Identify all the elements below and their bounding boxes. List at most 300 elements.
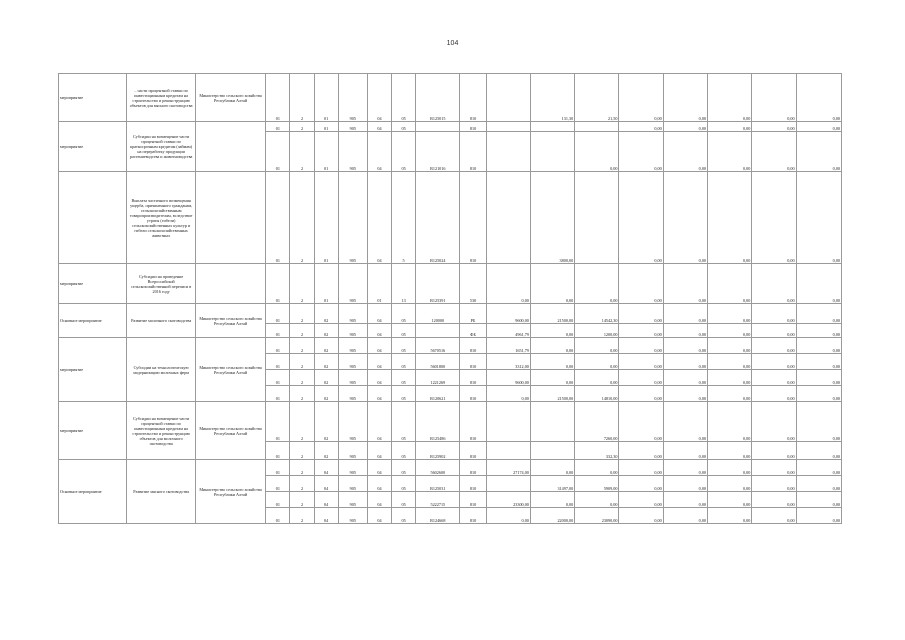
code-cell: 04 bbox=[367, 476, 391, 492]
value-cell bbox=[575, 122, 619, 132]
value-cell: 0,00 bbox=[530, 264, 574, 304]
value-cell bbox=[575, 172, 619, 264]
value-cell: 31497,00 bbox=[530, 476, 574, 492]
value-cell bbox=[486, 402, 530, 442]
code-cell: R125015 bbox=[416, 74, 460, 122]
code-cell: 02 bbox=[314, 324, 338, 338]
value-cell: 0,00 bbox=[575, 264, 619, 304]
row-type bbox=[59, 172, 127, 264]
value-cell: 0,00 bbox=[796, 460, 841, 476]
row-type: мероприятие bbox=[59, 122, 127, 172]
value-cell bbox=[530, 132, 574, 172]
value-cell: 0,00 bbox=[796, 74, 841, 122]
code-cell: 04 bbox=[367, 386, 391, 402]
value-cell: 0,00 bbox=[796, 476, 841, 492]
row-description: Субсидии на технологическую модернизацию молочных ферм bbox=[127, 338, 195, 402]
code-cell: 5670516 bbox=[416, 338, 460, 354]
value-cell bbox=[486, 442, 530, 460]
value-cell: 0,00 bbox=[752, 492, 796, 508]
code-cell: 905 bbox=[338, 338, 367, 354]
code-cell: 905 bbox=[338, 370, 367, 386]
code-cell: 05 bbox=[392, 304, 416, 324]
value-cell bbox=[486, 476, 530, 492]
value-cell: 0,00 bbox=[663, 122, 707, 132]
value-cell: 0,00 bbox=[663, 338, 707, 354]
code-cell: 905 bbox=[338, 304, 367, 324]
value-cell: 0,00 bbox=[708, 338, 752, 354]
row-description: Субсидии на возмещение части процентной ставки по краткосрочным кредитам (займам) на переработку продукции растениеводства и животноводства bbox=[127, 122, 195, 172]
code-cell: 810 bbox=[460, 354, 486, 370]
value-cell: 0,00 bbox=[663, 132, 707, 172]
value-cell: 0,00 bbox=[530, 492, 574, 508]
row-description: Субсидии на проведение Всероссийской сельскохозяйственной переписи в 2016 году bbox=[127, 264, 195, 304]
code-cell: 04 bbox=[367, 172, 391, 264]
row-type: Основное мероприятие bbox=[59, 304, 127, 338]
code-cell: 01 bbox=[266, 476, 290, 492]
value-cell: 0,00 bbox=[575, 460, 619, 476]
value-cell: 0,00 bbox=[708, 132, 752, 172]
row-description: Выплата частичного возмещения ущерба, причиненного гражданам, сельскохозяйственным товаропроизводителям, вследствие утраты (гибели) сельскохозяйственных культур и гибели сельскохозяйственных животных bbox=[127, 172, 195, 264]
value-cell: 0,00 bbox=[708, 74, 752, 122]
code-cell: 01 bbox=[266, 132, 290, 172]
row-description: Субсидии на возмещение части процентной ставки по инвестиционным кредитам на строительство и реконструкцию объектов для молочного скотоводства bbox=[127, 402, 195, 460]
table-row bbox=[59, 304, 842, 324]
code-cell: 5222715 bbox=[416, 492, 460, 508]
code-cell: 810 bbox=[460, 402, 486, 442]
value-cell: 0,00 bbox=[486, 264, 530, 304]
code-cell: R120621 bbox=[416, 386, 460, 402]
value-cell: 0,00 bbox=[619, 442, 663, 460]
table-row bbox=[59, 460, 842, 476]
value-cell: 0,00 bbox=[708, 402, 752, 442]
row-type: Основное мероприятие bbox=[59, 460, 127, 524]
value-cell: 0,00 bbox=[752, 460, 796, 476]
code-cell: 05 bbox=[392, 122, 416, 132]
value-cell: 0,00 bbox=[752, 74, 796, 122]
code-cell: 2 bbox=[290, 74, 314, 122]
code-cell: 2 bbox=[290, 386, 314, 402]
code-cell: 01 bbox=[266, 460, 290, 476]
value-cell: 0,00 bbox=[752, 172, 796, 264]
code-cell: 04 bbox=[367, 402, 391, 442]
value-cell: 0,00 bbox=[796, 304, 841, 324]
code-cell: 02 bbox=[314, 386, 338, 402]
code-cell: 01 bbox=[367, 264, 391, 304]
code-cell: 05 bbox=[392, 508, 416, 524]
row-executor: Министерство сельского хозяйства Республики Алтай bbox=[195, 338, 265, 402]
value-cell: 0,00 bbox=[486, 508, 530, 524]
value-cell: 21500,00 bbox=[530, 304, 574, 324]
row-executor: Министерство сельского хозяйства Республики Алтай bbox=[195, 402, 265, 460]
code-cell: R121016 bbox=[416, 132, 460, 172]
code-cell: R125031 bbox=[416, 476, 460, 492]
row-description: Развитие молочного скотоводства bbox=[127, 304, 195, 338]
value-cell: 14542,30 bbox=[575, 304, 619, 324]
value-cell: 1200,00 bbox=[575, 324, 619, 338]
code-cell: 01 bbox=[266, 122, 290, 132]
row-description: Развитие мясного скотоводства bbox=[127, 460, 195, 524]
row-executor: Министерство сельского хозяйства Республики Алтай bbox=[195, 304, 265, 338]
value-cell: 0,00 bbox=[663, 354, 707, 370]
value-cell: 22000,00 bbox=[530, 508, 574, 524]
value-cell bbox=[486, 172, 530, 264]
page-number: 104 bbox=[446, 40, 459, 47]
code-cell: 05 bbox=[392, 492, 416, 508]
value-cell: 0,00 bbox=[663, 324, 707, 338]
row-executor bbox=[195, 172, 265, 264]
value-cell: 0,00 bbox=[796, 122, 841, 132]
table-row bbox=[59, 264, 842, 304]
code-cell: 01 bbox=[314, 74, 338, 122]
value-cell: 0,00 bbox=[796, 442, 841, 460]
value-cell: 0,00 bbox=[708, 476, 752, 492]
code-cell: 01 bbox=[266, 354, 290, 370]
value-cell: 0,00 bbox=[486, 386, 530, 402]
code-cell: 905 bbox=[338, 264, 367, 304]
code-cell: 02 bbox=[314, 402, 338, 442]
value-cell: 0,00 bbox=[796, 402, 841, 442]
code-cell: 05 bbox=[392, 132, 416, 172]
value-cell: 0,00 bbox=[530, 324, 574, 338]
code-cell: 2 bbox=[290, 354, 314, 370]
value-cell: 0,00 bbox=[752, 476, 796, 492]
code-cell: R125391 bbox=[416, 264, 460, 304]
code-cell: 01 bbox=[266, 492, 290, 508]
value-cell: 0,00 bbox=[708, 370, 752, 386]
value-cell: 0,00 bbox=[708, 460, 752, 476]
code-cell: 01 bbox=[266, 172, 290, 264]
value-cell: 0,00 bbox=[619, 172, 663, 264]
code-cell: 01 bbox=[266, 402, 290, 442]
value-cell: 0,00 bbox=[530, 354, 574, 370]
code-cell: 05 bbox=[392, 476, 416, 492]
value-cell: 0,00 bbox=[619, 492, 663, 508]
value-cell: 0,00 bbox=[663, 476, 707, 492]
row-executor bbox=[195, 264, 265, 304]
code-cell: 905 bbox=[338, 386, 367, 402]
code-cell: 01 bbox=[266, 264, 290, 304]
value-cell: 4961,79 bbox=[486, 324, 530, 338]
value-cell: 0,00 bbox=[663, 304, 707, 324]
value-cell: 0,00 bbox=[708, 324, 752, 338]
code-cell: R124668 bbox=[416, 508, 460, 524]
code-cell: 810 bbox=[460, 172, 486, 264]
code-cell: 02 bbox=[314, 442, 338, 460]
code-cell: 04 bbox=[314, 508, 338, 524]
code-cell: 01 bbox=[314, 132, 338, 172]
code-cell: 01 bbox=[266, 508, 290, 524]
value-cell: 9600,00 bbox=[486, 304, 530, 324]
value-cell: 0,00 bbox=[575, 132, 619, 172]
code-cell: 01 bbox=[266, 386, 290, 402]
code-cell: 04 bbox=[314, 460, 338, 476]
code-cell: 01 bbox=[266, 74, 290, 122]
code-cell: 04 bbox=[367, 460, 391, 476]
value-cell: 0,00 bbox=[796, 338, 841, 354]
code-cell: 05 bbox=[392, 402, 416, 442]
value-cell: 27174,00 bbox=[486, 460, 530, 476]
code-cell: 905 bbox=[338, 460, 367, 476]
code-cell: 810 bbox=[460, 460, 486, 476]
code-cell: 04 bbox=[367, 354, 391, 370]
code-cell: 810 bbox=[460, 508, 486, 524]
code-cell: 810 bbox=[460, 442, 486, 460]
code-cell: 01 bbox=[314, 122, 338, 132]
code-cell: 5 bbox=[392, 172, 416, 264]
code-cell: 01 bbox=[314, 264, 338, 304]
value-cell: 0,00 bbox=[752, 338, 796, 354]
row-type: мероприятие bbox=[59, 338, 127, 402]
code-cell: 04 bbox=[367, 442, 391, 460]
value-cell: 0,00 bbox=[575, 492, 619, 508]
value-cell: 0,00 bbox=[752, 122, 796, 132]
code-cell: 905 bbox=[338, 122, 367, 132]
row-description: ...части процентной ставки по инвестиционным кредитам на строительство и реконструкцию объектов для мясного скотоводства bbox=[127, 74, 195, 122]
value-cell: 0,00 bbox=[752, 132, 796, 172]
code-cell: 2 bbox=[290, 442, 314, 460]
value-cell: 0,00 bbox=[752, 508, 796, 524]
value-cell: 0,00 bbox=[663, 460, 707, 476]
code-cell: 810 bbox=[460, 492, 486, 508]
code-cell: 04 bbox=[367, 74, 391, 122]
code-cell: 05 bbox=[392, 338, 416, 354]
value-cell: 9600,00 bbox=[486, 370, 530, 386]
value-cell bbox=[486, 122, 530, 132]
value-cell: 0,00 bbox=[619, 476, 663, 492]
value-cell: 0,00 bbox=[752, 354, 796, 370]
value-cell: 0,00 bbox=[708, 508, 752, 524]
value-cell: 0,00 bbox=[575, 338, 619, 354]
code-cell: 04 bbox=[314, 492, 338, 508]
code-cell: 2 bbox=[290, 338, 314, 354]
value-cell: 0,00 bbox=[708, 264, 752, 304]
code-cell: 2 bbox=[290, 264, 314, 304]
value-cell bbox=[486, 74, 530, 122]
value-cell: 0,00 bbox=[708, 354, 752, 370]
code-cell: 5601800 bbox=[416, 354, 460, 370]
code-cell bbox=[416, 324, 460, 338]
code-cell: 905 bbox=[338, 442, 367, 460]
value-cell: 0,00 bbox=[530, 338, 574, 354]
code-cell: 2 bbox=[290, 492, 314, 508]
table-row bbox=[59, 122, 842, 132]
value-cell: 0,00 bbox=[619, 508, 663, 524]
table-row bbox=[59, 402, 842, 442]
value-cell: 0,00 bbox=[752, 370, 796, 386]
value-cell: 0,00 bbox=[575, 370, 619, 386]
code-cell: 905 bbox=[338, 172, 367, 264]
code-cell: 810 bbox=[460, 370, 486, 386]
value-cell bbox=[530, 442, 574, 460]
code-cell bbox=[416, 122, 460, 132]
code-cell: 2 bbox=[290, 402, 314, 442]
value-cell: 23090,00 bbox=[575, 508, 619, 524]
code-cell: 04 bbox=[367, 508, 391, 524]
value-cell: 0,00 bbox=[796, 324, 841, 338]
row-executor: Министерство сельского хозяйства Республики Алтай bbox=[195, 74, 265, 122]
code-cell: 5602600 bbox=[416, 460, 460, 476]
budget-table bbox=[58, 73, 842, 524]
value-cell: 0,00 bbox=[796, 354, 841, 370]
code-cell: 04 bbox=[314, 476, 338, 492]
value-cell: 0,00 bbox=[796, 132, 841, 172]
value-cell: 0,00 bbox=[708, 304, 752, 324]
code-cell: 02 bbox=[314, 338, 338, 354]
value-cell: 131,30 bbox=[530, 74, 574, 122]
value-cell: 0,00 bbox=[663, 264, 707, 304]
value-cell: 0,00 bbox=[619, 122, 663, 132]
code-cell: 2 bbox=[290, 172, 314, 264]
code-cell: 04 bbox=[367, 122, 391, 132]
value-cell: 0,00 bbox=[708, 442, 752, 460]
code-cell: 05 bbox=[392, 354, 416, 370]
code-cell: R125024 bbox=[416, 172, 460, 264]
code-cell: 810 bbox=[460, 338, 486, 354]
row-executor: Министерство сельского хозяйства Республики Алтай bbox=[195, 460, 265, 524]
value-cell: 0,00 bbox=[752, 264, 796, 304]
code-cell: 2 bbox=[290, 324, 314, 338]
value-cell: 0,00 bbox=[619, 460, 663, 476]
code-cell: 05 bbox=[392, 370, 416, 386]
value-cell: 0,00 bbox=[796, 172, 841, 264]
code-cell: 05 bbox=[392, 386, 416, 402]
value-cell: 0,00 bbox=[708, 122, 752, 132]
code-cell: РБ bbox=[460, 304, 486, 324]
code-cell: R125486 bbox=[416, 402, 460, 442]
value-cell: 0,00 bbox=[752, 304, 796, 324]
code-cell: 1221269 bbox=[416, 370, 460, 386]
value-cell: 0,00 bbox=[796, 370, 841, 386]
code-cell: 810 bbox=[460, 386, 486, 402]
code-cell: 905 bbox=[338, 74, 367, 122]
value-cell: 0,00 bbox=[530, 370, 574, 386]
value-cell: 0,00 bbox=[619, 386, 663, 402]
code-cell: 120000 bbox=[416, 304, 460, 324]
value-cell: 21,50 bbox=[575, 74, 619, 122]
code-cell: 2 bbox=[290, 132, 314, 172]
code-cell: 2 bbox=[290, 508, 314, 524]
value-cell: 0,00 bbox=[752, 324, 796, 338]
code-cell: 810 bbox=[460, 132, 486, 172]
value-cell: 1651,79 bbox=[486, 338, 530, 354]
value-cell: 0,00 bbox=[619, 132, 663, 172]
value-cell: 0,00 bbox=[619, 354, 663, 370]
value-cell: 0,00 bbox=[663, 172, 707, 264]
value-cell: 3312,00 bbox=[486, 354, 530, 370]
value-cell: 0,00 bbox=[708, 492, 752, 508]
code-cell: 905 bbox=[338, 354, 367, 370]
value-cell bbox=[486, 132, 530, 172]
value-cell: 7260,00 bbox=[575, 402, 619, 442]
value-cell: 5909,00 bbox=[575, 476, 619, 492]
value-cell: 0,00 bbox=[663, 442, 707, 460]
code-cell: 01 bbox=[266, 370, 290, 386]
code-cell: R125902 bbox=[416, 442, 460, 460]
row-type: мероприятие bbox=[59, 402, 127, 460]
value-cell: 0,00 bbox=[796, 386, 841, 402]
code-cell: 810 bbox=[460, 476, 486, 492]
value-cell bbox=[530, 122, 574, 132]
code-cell: 2 bbox=[290, 370, 314, 386]
code-cell: 2 bbox=[290, 122, 314, 132]
code-cell: 02 bbox=[314, 370, 338, 386]
code-cell: 02 bbox=[314, 304, 338, 324]
value-cell: 0,00 bbox=[619, 324, 663, 338]
code-cell: 905 bbox=[338, 492, 367, 508]
value-cell: 0,00 bbox=[619, 264, 663, 304]
table-row bbox=[59, 172, 842, 264]
value-cell: 0,00 bbox=[575, 354, 619, 370]
code-cell: 04 bbox=[367, 370, 391, 386]
code-cell: 05 bbox=[392, 442, 416, 460]
code-cell: 810 bbox=[460, 74, 486, 122]
value-cell: 0,00 bbox=[752, 386, 796, 402]
value-cell: 23300,00 bbox=[486, 492, 530, 508]
code-cell: 02 bbox=[314, 354, 338, 370]
table-row bbox=[59, 338, 842, 354]
code-cell: 01 bbox=[266, 338, 290, 354]
value-cell: 0,00 bbox=[619, 402, 663, 442]
row-type: мероприятие bbox=[59, 74, 127, 122]
value-cell: 0,00 bbox=[619, 338, 663, 354]
value-cell: 0,00 bbox=[796, 264, 841, 304]
code-cell: 04 bbox=[367, 324, 391, 338]
code-cell: 2 bbox=[290, 476, 314, 492]
value-cell: 0,00 bbox=[796, 492, 841, 508]
code-cell: 04 bbox=[367, 492, 391, 508]
value-cell: 0,00 bbox=[663, 386, 707, 402]
code-cell: 01 bbox=[266, 324, 290, 338]
code-cell: 905 bbox=[338, 132, 367, 172]
value-cell: 0,00 bbox=[619, 74, 663, 122]
value-cell: 0,00 bbox=[530, 460, 574, 476]
value-cell: 0,00 bbox=[619, 370, 663, 386]
value-cell: 0,00 bbox=[663, 74, 707, 122]
value-cell: 21500,00 bbox=[530, 386, 574, 402]
value-cell: 0,00 bbox=[619, 304, 663, 324]
value-cell bbox=[530, 402, 574, 442]
value-cell: 0,00 bbox=[752, 402, 796, 442]
code-cell: 810 bbox=[460, 122, 486, 132]
code-cell: 905 bbox=[338, 508, 367, 524]
code-cell: 530 bbox=[460, 264, 486, 304]
code-cell: 04 bbox=[367, 304, 391, 324]
code-cell: 13 bbox=[392, 264, 416, 304]
value-cell: 0,00 bbox=[708, 386, 752, 402]
code-cell: 2 bbox=[290, 460, 314, 476]
table-row bbox=[59, 74, 842, 122]
code-cell: 2 bbox=[290, 304, 314, 324]
code-cell: 905 bbox=[338, 476, 367, 492]
value-cell: 0,00 bbox=[752, 442, 796, 460]
row-type: мероприятие bbox=[59, 264, 127, 304]
value-cell: 3800,00 bbox=[530, 172, 574, 264]
value-cell: 14810,00 bbox=[575, 386, 619, 402]
row-executor bbox=[195, 122, 265, 172]
code-cell: 905 bbox=[338, 402, 367, 442]
code-cell: 05 bbox=[392, 324, 416, 338]
value-cell: 0,00 bbox=[663, 402, 707, 442]
code-cell: 01 bbox=[266, 442, 290, 460]
value-cell: 0,00 bbox=[708, 172, 752, 264]
code-cell: 04 bbox=[367, 338, 391, 354]
value-cell: 0,00 bbox=[663, 508, 707, 524]
value-cell: 332,30 bbox=[575, 442, 619, 460]
code-cell: 905 bbox=[338, 324, 367, 338]
value-cell: 0,00 bbox=[663, 370, 707, 386]
code-cell: 01 bbox=[314, 172, 338, 264]
value-cell: 0,00 bbox=[796, 508, 841, 524]
